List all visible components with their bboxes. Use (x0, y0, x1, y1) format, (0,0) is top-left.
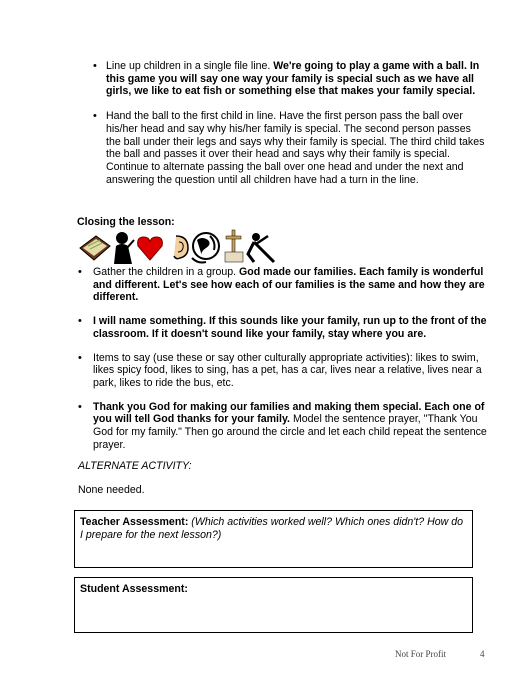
closing-icons (78, 228, 278, 266)
list-item (78, 401, 488, 452)
list-item (93, 60, 488, 98)
bullet-icon: • (78, 315, 82, 328)
student-assessment-box[interactable] (74, 577, 473, 633)
item-bold-text: We're going to play a game with a ball. In this game you will say one way your family is special such as we have all girls, we like to eat fish or something else that makes your family special. (106, 60, 480, 98)
item-bold-text: I will name something. If this sounds like your family, run up to the front of the classroom. If it doesn't sound like your family, stay where you are. (93, 315, 487, 340)
item-text: Line up children in a single file line. (106, 60, 274, 72)
item-bold-text: Thank you God for making our families and making them special. Each one of you will tell God thanks for your family. (93, 400, 485, 426)
alternate-text: None needed. (78, 484, 145, 496)
list-item (78, 352, 488, 390)
teacher-assessment-prompt: (Which activities worked well? Which ones didn't? How do I prepare for the next lesson?) (80, 516, 463, 541)
ear-icon (174, 236, 188, 259)
bullet-icon: • (78, 266, 82, 278)
student-assessment-label: Student Assessment: (80, 583, 188, 595)
alternate-heading: ALTERNATE ACTIVITY: (78, 460, 192, 472)
item-text: Items to say (use these or say other culturally appropriate activities): likes to swim, likes spicy food, likes to sing, has a pet, has a car, lives near a relative, lives near a park, likes to ride the bus, etc. (93, 351, 482, 389)
bible-book-icon (80, 236, 110, 260)
teacher-assessment-label: Teacher Assessment: (80, 516, 189, 528)
footer-text: Not For Profit (395, 649, 447, 659)
item-text: Hand the ball to the first child in line. Have the first person pass the ball over his/her head and say why his/her family is special. The second person passes the ball under their legs and says why their family is special. The third child takes the ball and passes it over their head and says why their family is special. Continue to alternate passing the ball over one head and under the next and answering the question until all children have had a turn in the line. (106, 110, 485, 186)
stretching-figure-icon (248, 233, 274, 262)
activity-list (93, 60, 488, 198)
closing-list (78, 266, 488, 462)
page-number: 4 (480, 649, 485, 659)
teacher-assessment-box[interactable] (74, 510, 473, 568)
closing-heading: Closing the lesson: (77, 216, 175, 228)
bullet-icon: • (78, 400, 82, 413)
item-text: Gather the children in a group. (93, 266, 240, 278)
bullet-icon: • (93, 60, 97, 72)
bullet-icon: • (78, 351, 82, 364)
praying-child-icon (114, 232, 134, 264)
globe-hands-icon (192, 233, 219, 263)
list-item (78, 315, 488, 340)
list-item (78, 266, 488, 304)
item-text: Model the sentence prayer, "Thank You God for my family." Then go around the circle and let each child repeat the sentence prayer. (93, 413, 487, 451)
list-item (93, 110, 488, 186)
heart-icon (138, 237, 163, 260)
item-bold-text: God made our families. Each family is wonderful and different. Let's see how each of our families is the same and how they are different. (93, 266, 485, 304)
bullet-icon: • (93, 110, 97, 123)
cross-icon (225, 230, 243, 262)
